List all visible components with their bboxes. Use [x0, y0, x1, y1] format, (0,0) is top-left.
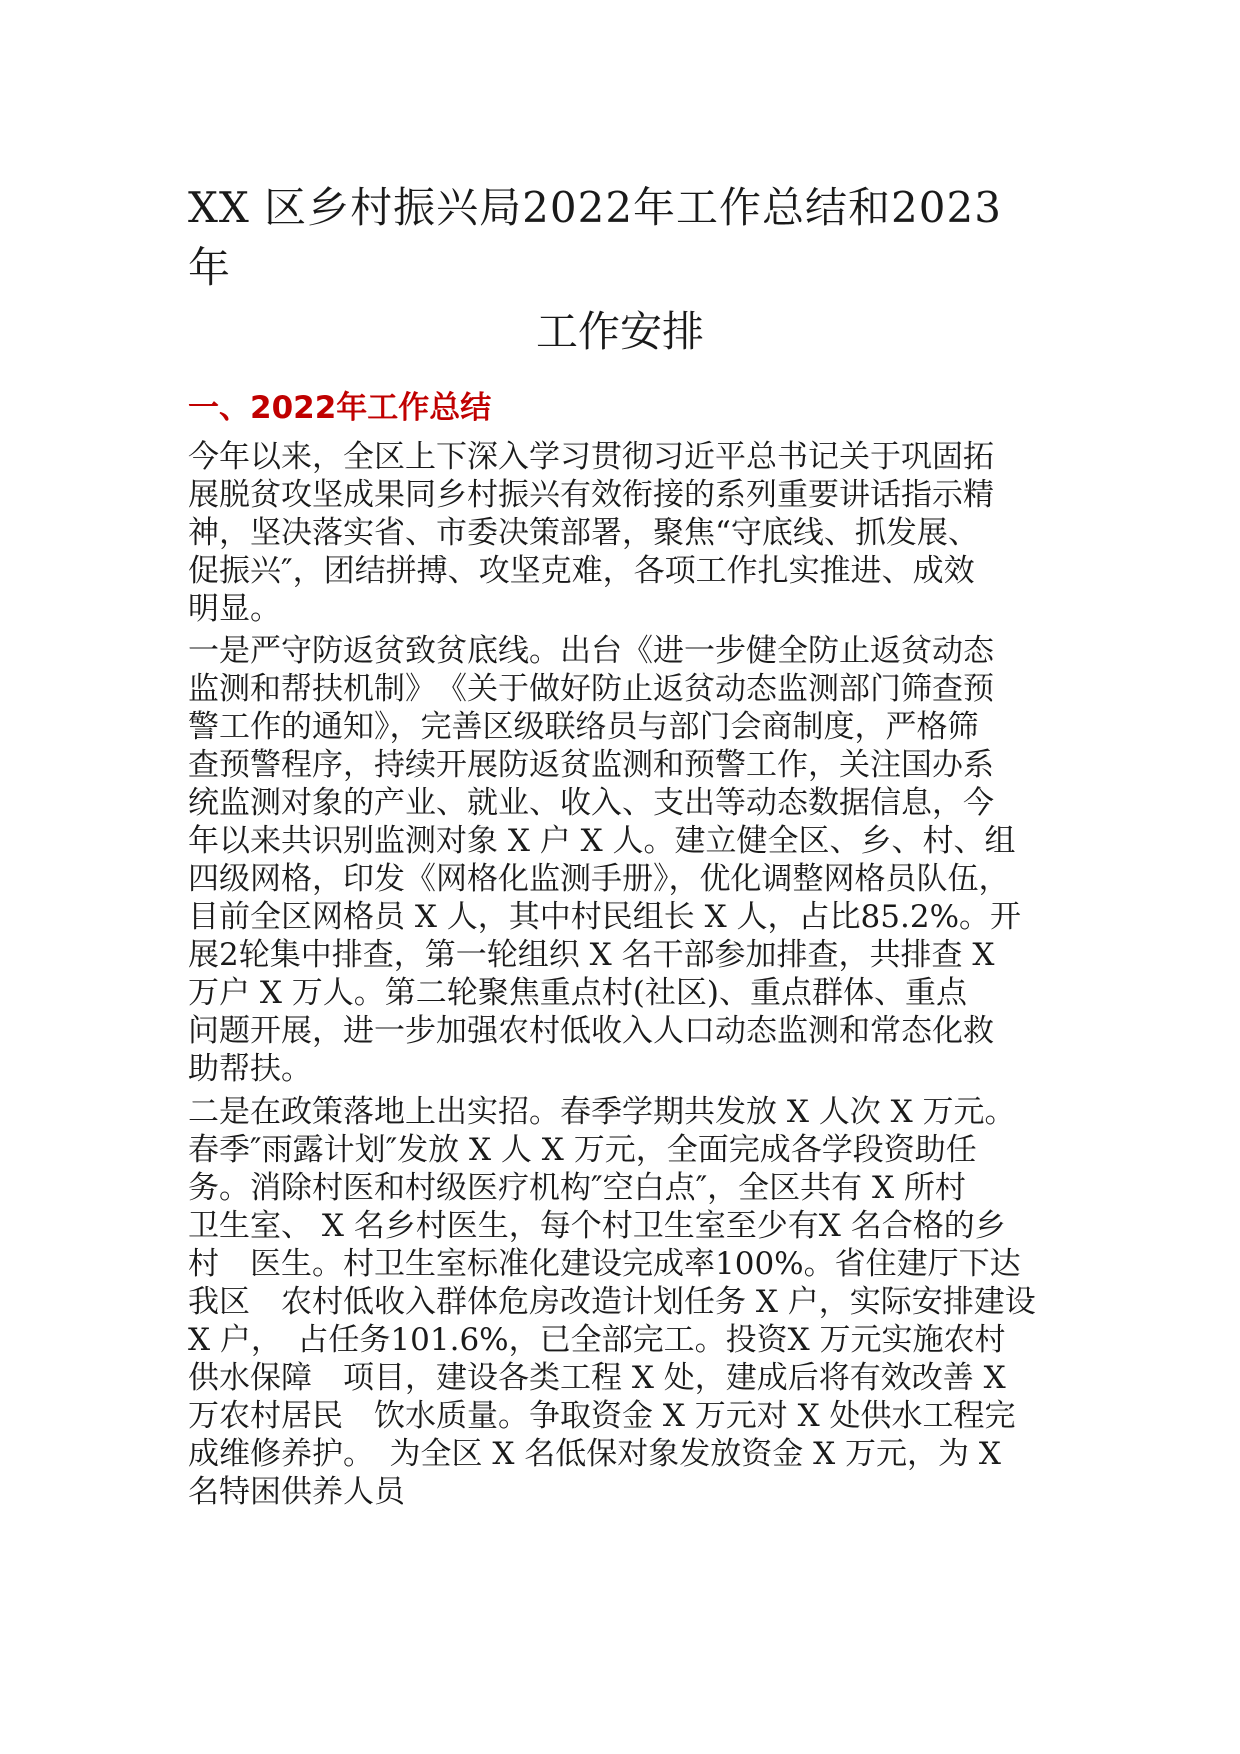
paragraph-point-one: 一是严守防返贫致贫底线。出台《进一步健全防止返贫动态 监测和帮扶机制》 《关于做好防止返贫动态监测部门筛查预 警工作的通知》，完善区级联络员与部门会商制度，严格筛 查预警程序，持续开展防返贫监测和预警工作，关注国办系 统监测对象的产业、就业、收入、支出等动态数据信息，今 年以来共识别监测对象 X 户 X 人。建立健全区、乡、村、组 四级网格，印发《网格化监测手册》，优化调整网格员队伍， 目前全区网格员 X 人，其中村民组长 X 人，占比85.2%。开 展2轮集中排查，第一轮组织 X 名干部参加排查，共排查 X 万户 X 万人。第二轮聚焦重点村(社区)、重点群体、重点 问题开展，进一步加强农村低收入人口动态监测和常态化救 助帮扶。: [188, 633, 1022, 1087]
section-heading: 一、2022年工作总结: [188, 390, 492, 426]
paragraph-point-two: 二是在政策落地上出实招。春季学期共发放 X 人次 X 万元。 春季″雨露计划″发放 X 人 X 万元，全面完成各学段资助任 务。消除村医和村级医疗机构″空白点″，全区共有 X 所村 卫生室、 X 名乡村医生，每个村卫生室至少有X 名合格的乡 村 医生。村卫生室标准化建设完成率100%。省住建厅下达 我区 农村低收入群体危房改造计划任务 X 户，实际安排建设 X 户， 占任务101.6%，已全部完工。投资X 万元实施农村 供水保障 项目，建设各类工程 X 处，建成后将有效改善 X 万农村居民 饮水质量。争取资金 X 万元对 X 处供水工程完 成维修养护。 为全区 X 名低保对象发放资金 X 万元，为 X 名特困供养人员: [188, 1094, 1036, 1510]
document-title-line-1: XX 区乡村振兴局2022年工作总结和2023: [188, 183, 1002, 232]
paragraph-intro: 今年以来，全区上下深入学习贯彻习近平总书记关于巩固拓 展脱贫攻坚成果同乡村振兴有效衔接的系列重要讲话指示精 神，坚决落实省、市委决策部署，聚焦“守底线、抓发展、 促振兴″，团结拼搏、攻坚克难，各项工作扎实推进、成效 明显。: [188, 439, 994, 627]
document-subtitle: 工作安排: [535, 307, 704, 356]
document-title-line-2: 年: [188, 243, 231, 292]
